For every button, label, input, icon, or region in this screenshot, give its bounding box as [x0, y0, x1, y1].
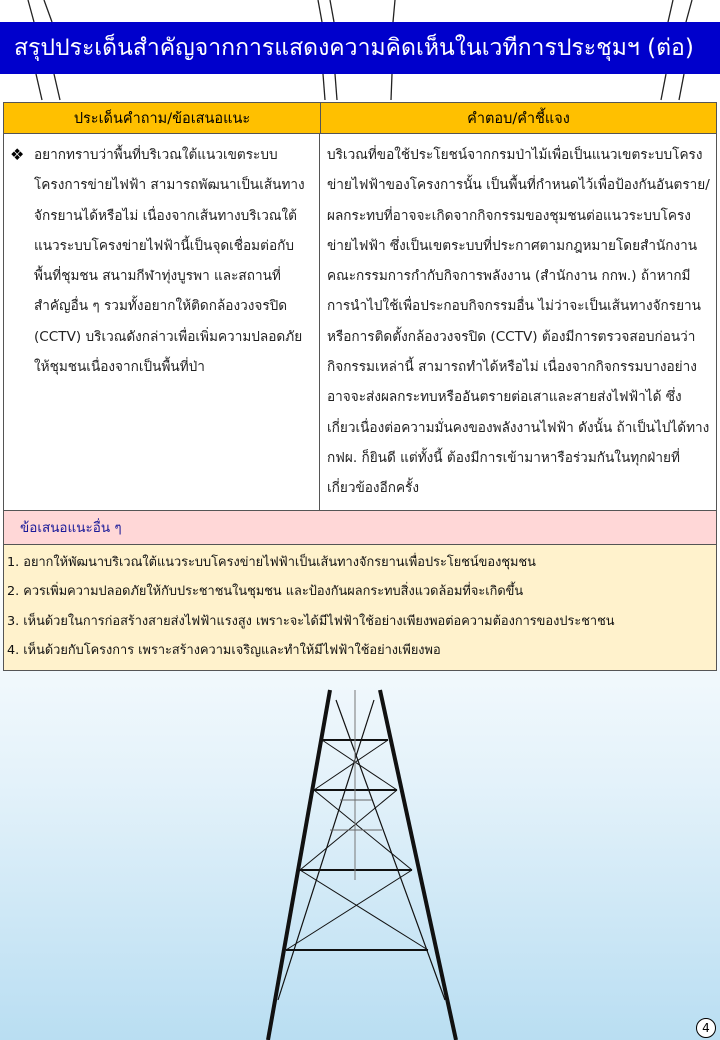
table-row	[4, 134, 716, 511]
list-item: 1. อยากให้พัฒนาบริเวณใต้แนวระบบโครงข่ายไฟฟ้าเป็นเส้นทางจักรยานเพื่อประโยชน์ของชุมชน	[7, 554, 536, 570]
answer-text: บริเวณที่ขอใช้ประโยชน์จากกรมป่าไม้เพื่อเป็นแนวเขตระบบโครงข่ายไฟฟ้าของโครงการนั้น เป็นพื้นที่กำหนดไว้เพื่อป้องกันอันตราย/ผลกระทบที่อาจจะเกิดจากกิจกรรมของชุมชนต่อแนวระบบโครงข่ายไฟฟ้า ซึ่งเป็นเขตระบบที่ประกาศตามกฎหมายโดยสำนักงานคณะกรรมการกำกับกิจการพลังงาน (สำนักงาน กกพ.) ถ้าหากมีการนำไปใช้เพื่อประกอบกิจกรรมอื่น ไม่ว่าจะเป็นเส้นทางจักรยานหรือการติดตั้งกล้องวงจรปิด (CCTV) ต้องมีการตรวจสอบก่อนว่ากิจกรรมเหล่านี้ สามารถทำได้หรือไม่ เนื่องจากกิจกรรมบางอย่างอาจจะส่งผลกระทบหรืออันตรายต่อเสาและสายส่งไฟฟ้าได้ ซึ่งเกี่ยวเนื่องต่อความมั่นคงของพลังงานไฟฟ้า ดังนั้น ถ้าเป็นไปได้ทาง กฟผ. ก็ยินดี แต่ทั้งนี้ ต้องมีการเข้ามาหารือร่วมกันในทุกฝ่ายที่เกี่ยวข้องอีกครั้ง	[327, 147, 710, 497]
page-title: สรุปประเด็นสำคัญจากการแสดงความคิดเห็นในเวทีการประชุมฯ (ต่อ)	[0, 22, 720, 74]
question-cell	[4, 134, 320, 510]
list-item: 2. ควรเพิ่มความปลอดภัยให้กับประชาชนในชุมชน และป้องกันผลกระทบสิ่งแวดล้อมที่จะเกิดขึ้น	[7, 584, 524, 600]
page-number: 4	[696, 1018, 716, 1038]
question-column-header: ประเด็นคำถาม/ข้อเสนอแนะ	[4, 103, 321, 133]
other-suggestions-header: ข้อเสนอแนะอื่น ๆ	[4, 511, 716, 545]
answer-column-header: คำตอบ/คำชี้แจง	[467, 110, 570, 127]
other-suggestions-list	[4, 545, 716, 670]
diamond-bullet-icon: ❖	[10, 145, 25, 164]
table-header	[4, 103, 716, 134]
answer-cell	[320, 134, 716, 510]
list-item: 3. เห็นด้วยในการก่อสร้างสายส่งไฟฟ้าแรงสูง เพราะจะได้มีไฟฟ้าใช้อย่างเพียงพอต่อความต้องการของประชาชน	[7, 613, 615, 629]
qa-table	[3, 102, 717, 671]
list-item: 4. เห็นด้วยกับโครงการ เพราะสร้างความเจริญและทำให้มีไฟฟ้าใช้อย่างเพียงพอ	[7, 643, 441, 659]
question-text: อยากทราบว่าพื้นที่บริเวณใต้แนวเขตระบบโครงการข่ายไฟฟ้า สามารถพัฒนาเป็นเส้นทางจักรยานได้หรือไม่ เนื่องจากเส้นทางบริเวณใต้แนวระบบโครงข่ายไฟฟ้านี้เป็นจุดเชื่อมต่อกับพื้นที่ชุมชน สนามกีฬาทุ่งบูรพา และสถานที่สำคัญอื่น ๆ รวมทั้งอยากให้ติดกล้องวงจรปิด (CCTV) บริเวณดังกล่าวเพื่อเพิ่มความปลอดภัยให้ชุมชนเนื่องจากเป็นพื้นที่ป่า	[34, 147, 305, 376]
